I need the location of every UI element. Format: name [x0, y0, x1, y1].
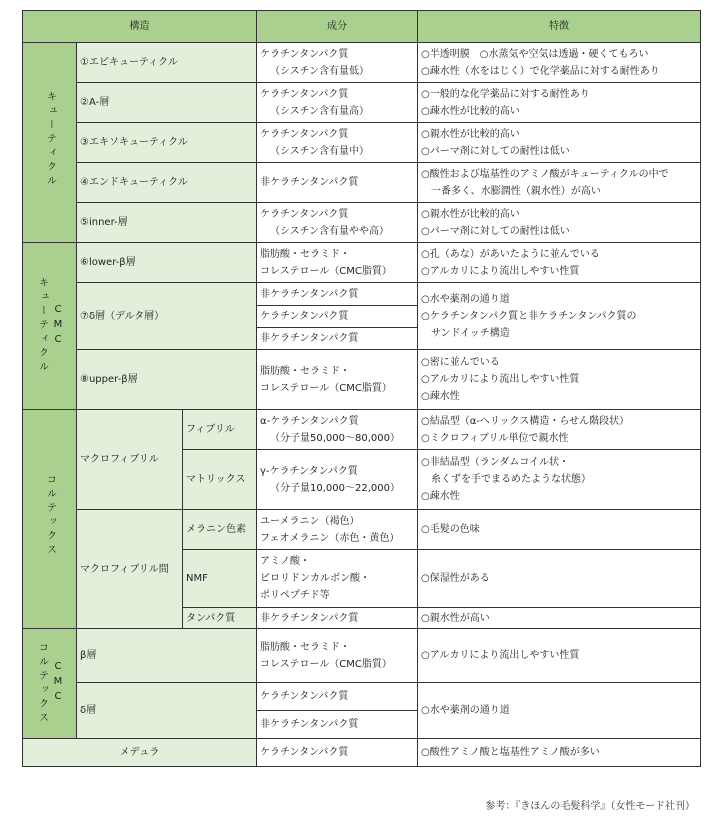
feature-cell	[418, 510, 701, 550]
component-line: （シスチン含有量低）	[270, 65, 369, 77]
feature-cell	[418, 283, 701, 350]
table-row	[23, 243, 701, 283]
feature-line: ○密に並んでいる	[421, 357, 500, 368]
feature-line: 糸くずを手でまるめたような状態）	[431, 474, 591, 485]
group-label-pair	[23, 642, 76, 726]
sub-name: メラニン色素	[183, 510, 257, 550]
table-row	[23, 629, 701, 683]
feature-cell	[418, 203, 701, 243]
component-line: コレステロール（CMC脂質）	[260, 382, 392, 394]
sub-name: フィブリル	[183, 410, 257, 450]
feature-cell: ○水や薬剤の通り道	[418, 683, 701, 739]
component-cell: ケラチンタンパク質	[257, 683, 418, 711]
group-label: CMC	[52, 661, 64, 706]
component-cell	[257, 243, 418, 283]
sub-name: NMF	[183, 550, 257, 608]
feature-line: ○結晶型（α-へリックス構造・らせん階段状）	[421, 415, 630, 427]
header-row	[23, 11, 701, 43]
component-line: 脂肪酸・セラミド・	[260, 365, 350, 377]
component-line: 脂肪酸・セラミド・	[260, 248, 350, 260]
component-cell	[257, 123, 418, 163]
group-label-pair	[23, 277, 76, 375]
component-cell	[257, 43, 418, 83]
row-name: δ層	[77, 683, 257, 739]
component-line: （シスチン含有量中）	[270, 145, 369, 157]
header-feature: 特徴	[418, 11, 701, 43]
feature-line: ○酸性および塩基性のアミノ酸がキューティクルの中で	[421, 168, 669, 180]
component-line: ケラチンタンパク質	[260, 88, 349, 100]
component-cell: 非ケラチンタンパク質	[257, 608, 418, 629]
feature-cell	[418, 163, 701, 203]
feature-line: ○水や薬剤の通り道	[421, 293, 510, 305]
component-line: ピロリドンカルボン酸・	[260, 573, 370, 584]
component-line: 脂肪酸・セラミド・	[260, 641, 350, 653]
group-label: コルテックス	[44, 474, 56, 558]
intermacro-cell: マクロフィブリル間	[77, 510, 183, 629]
row-name: ②A-層	[77, 83, 257, 123]
feature-line: ○毛髪の色味	[421, 524, 480, 535]
feature-cell: ○アルカリにより流出しやすい性質	[418, 629, 701, 683]
hair-structure-table	[22, 10, 701, 767]
feature-line: ○親水性が比較的高い	[421, 208, 520, 220]
component-line: （シスチン含有量高）	[270, 105, 369, 117]
component-cell: 非ケラチンタンパク質	[257, 711, 418, 739]
table-row	[23, 203, 701, 243]
component-cell	[257, 510, 418, 550]
component-line: （分子量10,000～22,000）	[270, 482, 400, 494]
component-line: （シスチン含有量やや高）	[270, 225, 389, 237]
feature-line: ○非結晶型（ランダムコイル状・	[421, 457, 570, 468]
table-row	[23, 283, 701, 306]
header-component: 成分	[257, 11, 418, 43]
table-row	[23, 739, 701, 767]
feature-cell	[418, 243, 701, 283]
sub-name: タンパク質	[183, 608, 257, 629]
reference-note: 参考：『きほんの毛髪科学』（女性モード社刊）	[485, 801, 695, 812]
group-label: キューティクル	[44, 90, 56, 189]
feature-cell	[418, 350, 701, 410]
feature-cell	[418, 83, 701, 123]
feature-line: ○疎水性	[421, 491, 460, 502]
feature-cell: ○親水性が高い	[418, 608, 701, 629]
feature-cell	[418, 410, 701, 450]
table-row	[23, 510, 701, 550]
sub-name: マトリックス	[183, 450, 257, 510]
table-row	[23, 43, 701, 83]
row-name: ⑧upper-β層	[77, 350, 257, 410]
feature-line: ○親水性が比較的高い	[421, 128, 520, 140]
table-row	[23, 410, 701, 450]
component-line: フェオメラニン（赤色・黄色）	[260, 532, 400, 544]
component-line: ポリペプチド等	[260, 590, 330, 601]
component-line: コレステロール（CMC脂質）	[260, 658, 392, 670]
table-row	[23, 83, 701, 123]
group-label: コルテックス	[36, 641, 48, 726]
table-row	[23, 683, 701, 711]
feature-cell	[418, 43, 701, 83]
component-line: アミノ酸・	[260, 556, 310, 567]
table-row	[23, 123, 701, 163]
table-row	[23, 163, 701, 203]
component-cell	[257, 163, 418, 203]
component-line: コレステロール（CMC脂質）	[260, 265, 392, 277]
component-line: 非ケラチンタンパク質	[260, 177, 359, 188]
component-line: γ-ケラチンタンパク質	[260, 465, 358, 477]
component-cell: ケラチンタンパク質	[257, 739, 418, 767]
component-line: ケラチンタンパク質	[260, 128, 349, 140]
component-cell	[257, 83, 418, 123]
row-name: ①エピキューティクル	[77, 43, 257, 83]
component-cell	[257, 450, 418, 510]
row-name: ⑦δ層（デルタ層）	[77, 283, 257, 350]
group-label: キューティクル	[36, 277, 48, 375]
feature-line: ○半透明膜 ○水蒸気や空気は透過・硬くてもろい	[421, 48, 649, 60]
feature-line: ○疎水性	[421, 391, 460, 402]
component-cell: ケラチンタンパク質	[257, 306, 418, 328]
component-cell	[257, 203, 418, 243]
row-name: ③エキソキューティクル	[77, 123, 257, 163]
row-name: ⑥lower-β層	[77, 243, 257, 283]
feature-line: ○アルカリにより流出しやすい性質	[421, 374, 580, 385]
row-name: ⑤inner-層	[77, 203, 257, 243]
feature-line: ○ミクロフィブリル単位で親水性	[421, 432, 569, 444]
component-cell	[257, 350, 418, 410]
component-cell: 非ケラチンタンパク質	[257, 328, 418, 350]
component-line: α-ケラチンタンパク質	[260, 415, 359, 427]
feature-line: ○パーマ剤に対しての耐性は低い	[421, 225, 570, 237]
component-line: ケラチンタンパク質	[260, 48, 349, 60]
feature-line: ○疎水性が比較的高い	[421, 105, 520, 117]
component-line: ケラチンタンパク質	[260, 208, 349, 220]
component-cell: 非ケラチンタンパク質	[257, 283, 418, 306]
component-cell	[257, 629, 418, 683]
feature-line: ○アルカリにより流出しやすい性質	[421, 265, 580, 277]
group-cortex-cmc	[23, 629, 77, 739]
macrofibril-cell: マクロフィブリル	[77, 410, 183, 510]
feature-line: ○ケラチンタンパク質と非ケラチンタンパク質の	[421, 310, 637, 322]
component-cell	[257, 410, 418, 450]
group-cortex	[23, 410, 77, 629]
feature-cell	[418, 123, 701, 163]
feature-line: ○パーマ剤に対しての耐性は低い	[421, 145, 570, 157]
table-row	[23, 350, 701, 410]
component-line: ユーメラニン（褐色）	[260, 515, 360, 527]
group-cuticle	[23, 43, 77, 243]
feature-cell	[418, 550, 701, 608]
header-structure: 構造	[23, 11, 257, 43]
feature-line: ○一般的な化学薬品に対する耐性あり	[421, 88, 590, 100]
component-line: （分子量50,000～80,000）	[270, 432, 400, 444]
feature-line: ○保湿性がある	[421, 573, 490, 584]
feature-line: サンドイッチ構造	[431, 327, 510, 339]
feature-line: ○疎水性（水をはじく）で化学薬品に対する耐性あり	[421, 65, 660, 77]
component-cell	[257, 550, 418, 608]
group-cuticle-cmc	[23, 243, 77, 410]
feature-line: 一番多く、水膨潤性（親水性）が高い	[431, 185, 601, 197]
feature-cell: ○酸性アミノ酸と塩基性アミノ酸が多い	[418, 739, 701, 767]
feature-cell	[418, 450, 701, 510]
feature-line: ○孔（あな）があいたように並んでいる	[421, 248, 600, 260]
group-medulla: メデュラ	[23, 739, 257, 767]
row-name: ④エンドキューティクル	[77, 163, 257, 203]
group-label: CMC	[52, 303, 64, 349]
row-name: β層	[77, 629, 257, 683]
